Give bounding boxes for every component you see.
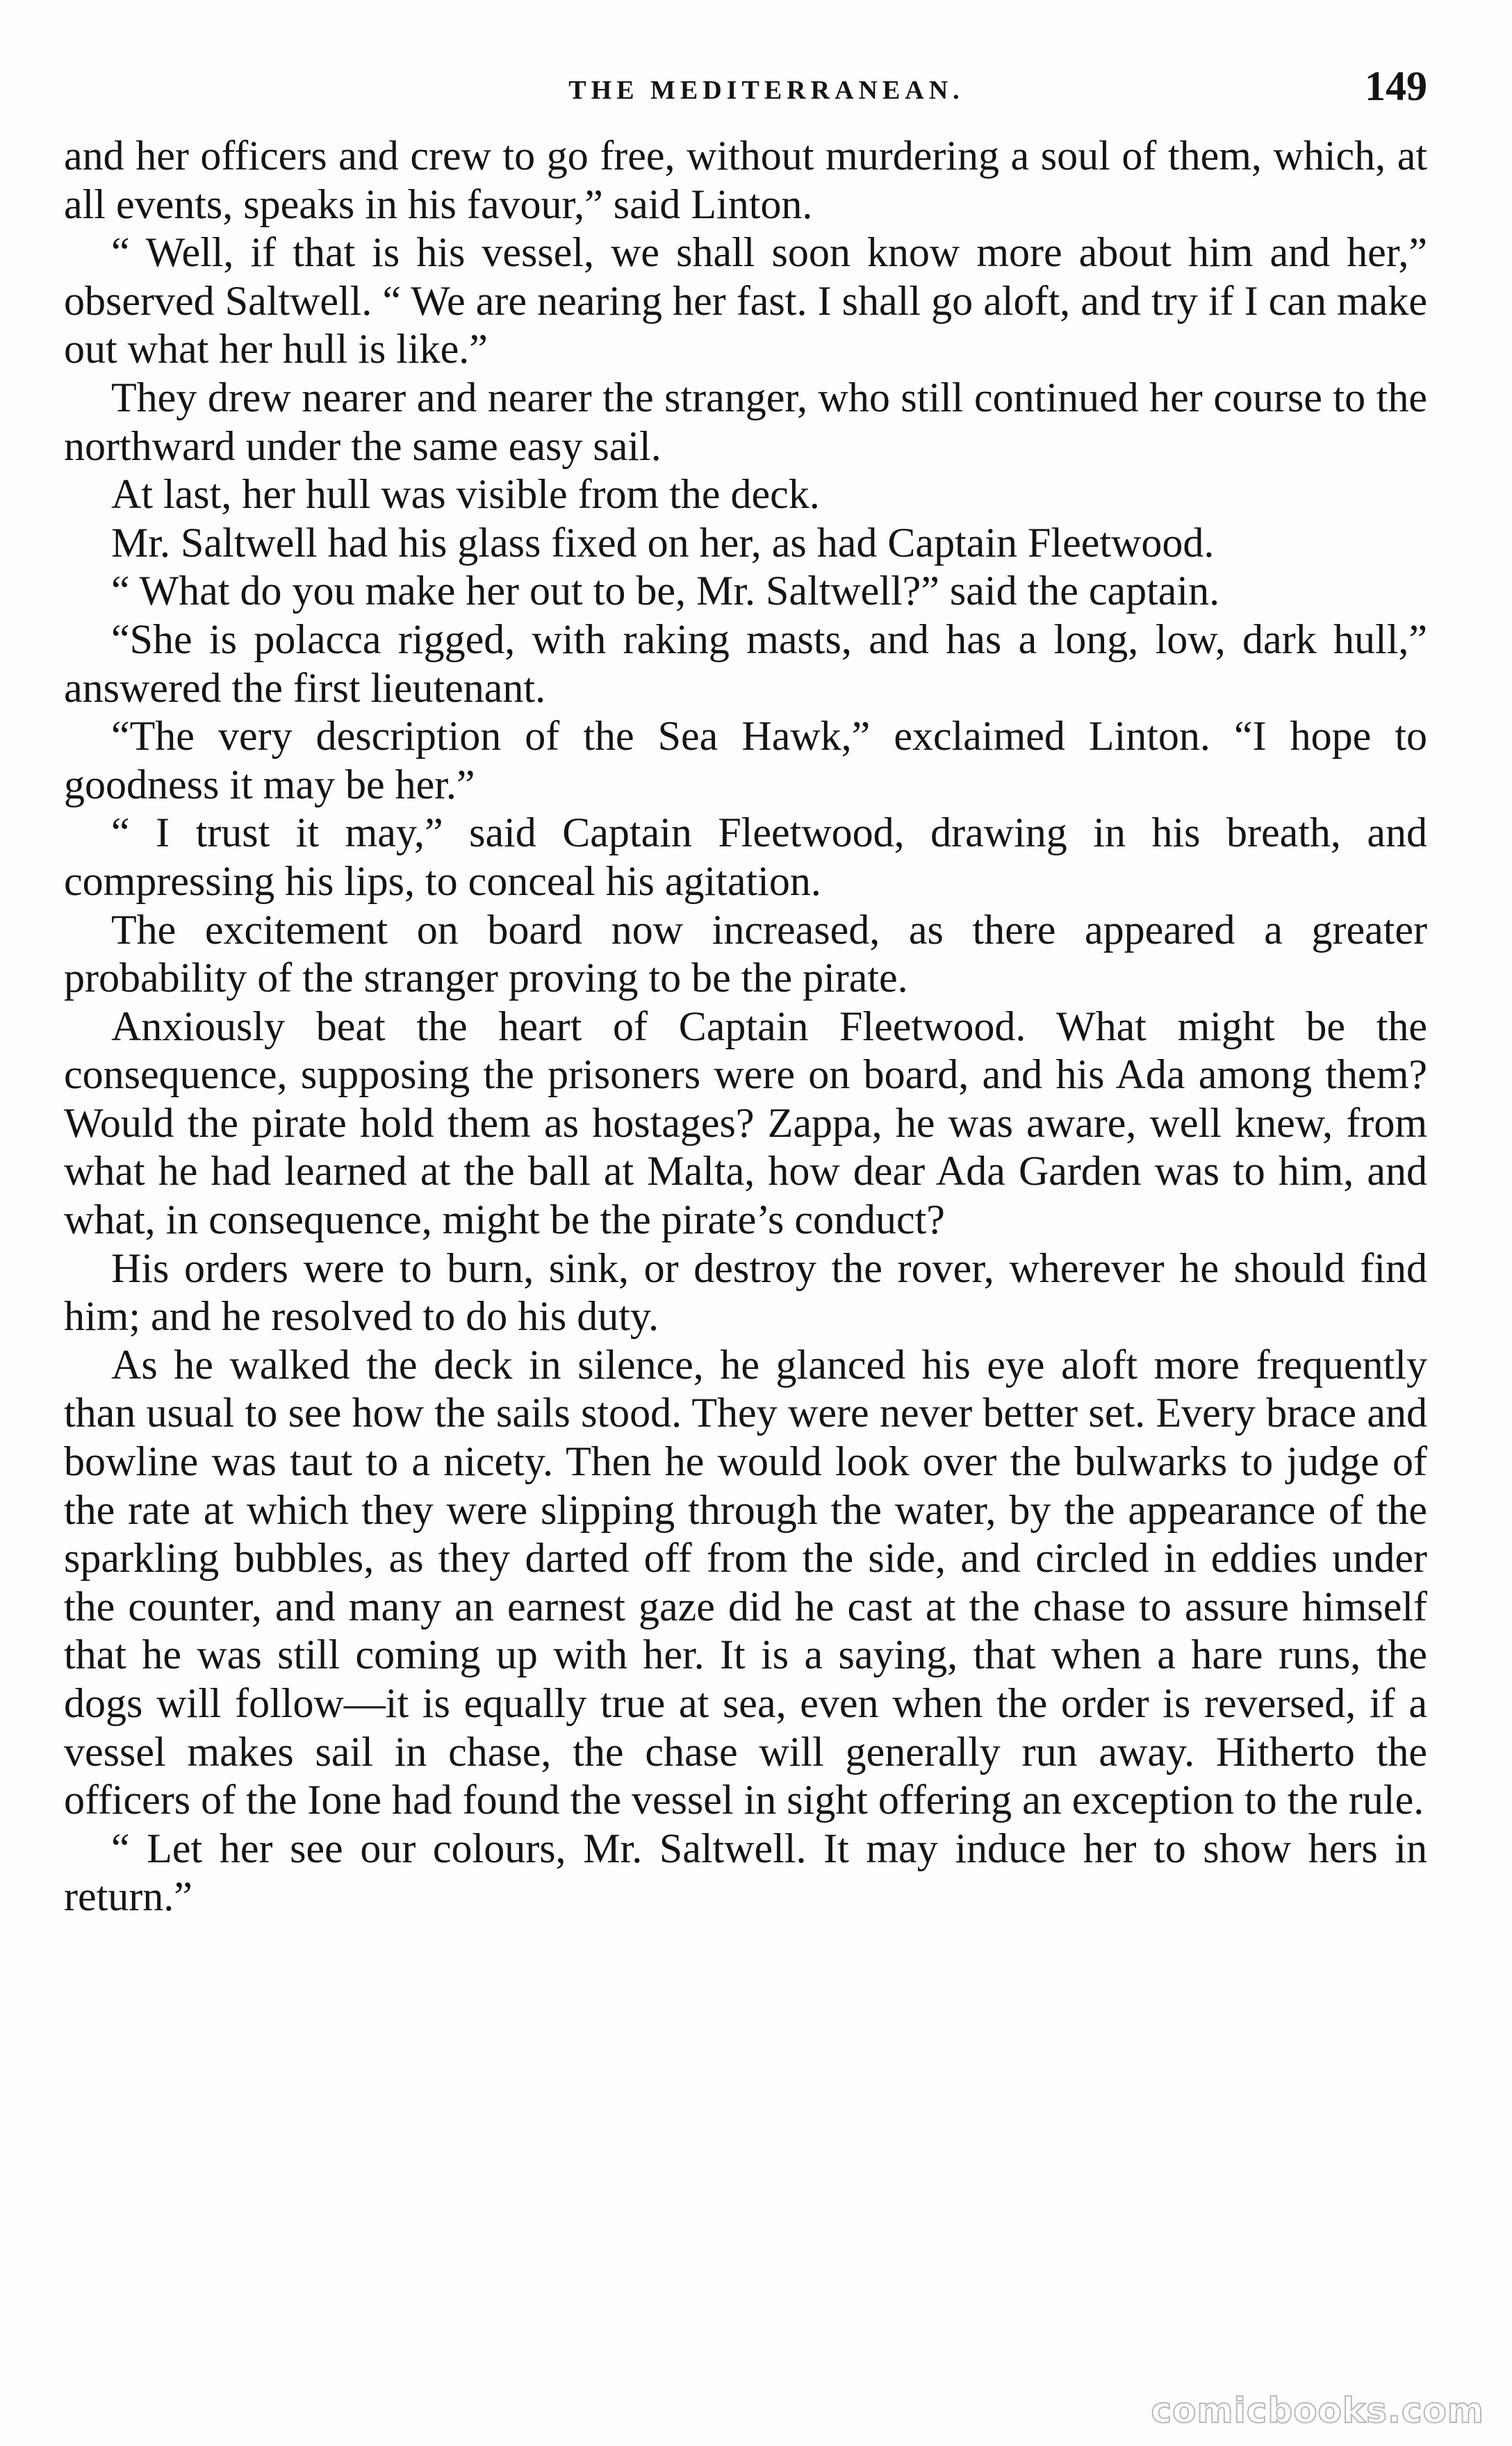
paragraph-5: Mr. Saltwell had his glass fixed on her, as had Captain Fleetwood. xyxy=(111,519,1215,566)
running-head: THE MEDITERRANEAN. xyxy=(568,76,964,105)
paragraph-4: At last, her hull was visible from the deck. xyxy=(111,471,820,518)
paragraph-1: and her officers and crew to go free, without murdering a soul of them, which, at all events, speaks in his favour,” said Linton. xyxy=(64,133,1427,227)
paragraph-3: They drew nearer and nearer the stranger, who still continued her course to the northward under the same easy sail. xyxy=(64,374,1427,469)
paragraph-2: “ Well, if that is his vessel, we shall soon know more about him and her,” observed Saltwell. “ We are nearing her fast. I shall go aloft, and try if I can make out what her hull is like.” xyxy=(64,229,1427,372)
paragraph-12: His orders were to burn, sink, or destroy the rover, wherever he should find him; and he resolved to do his duty. xyxy=(64,1245,1427,1340)
paragraph-11: Anxiously beat the heart of Captain Fleetwood. What might be the consequence, supposing the prisoners were on board, and his Ada among them? Would the pirate hold them as hostages? Zappa, he was aware, well knew, from what he had learned at the ball at Malta, how dear Ada Garden was to him, and what, in consequence, might be the pirate’s conduct? xyxy=(64,1003,1427,1243)
paragraph-6: “ What do you make her out to be, Mr. Saltwell?” said the captain. xyxy=(111,568,1220,614)
paragraph-13: As he walked the deck in silence, he glanced his eye aloft more frequently than usual to see how the sails stood. They were never better set. Every brace and bowline was taut to a nicety. Then he would look over the bulwarks to judge of the rate at which they were slipping through the water, by the appearance of the sparkling bubbles, as they darted off from the side, and circled in eddies under the counter, and many an earnest gaze did he cast at the chase to assure himself that he was still coming up with her. It is a saying, that when a hare runs, the dogs will follow—it is equally true at sea, even when the order is reversed, if a vessel makes sail in chase, the chase will generally run away. Hitherto the officers of the Ione had found the vessel in sight offering an exception to the rule. xyxy=(64,1341,1427,1823)
book-page xyxy=(64,63,1427,2383)
paragraph-14: “ Let her see our colours, Mr. Saltwell. It may induce her to show hers in return.” xyxy=(64,1825,1427,1920)
paragraph-8: “The very description of the Sea Hawk,” exclaimed Linton. “I hope to goodness it may be her.” xyxy=(64,713,1427,807)
paragraph-7: “She is polacca rigged, with raking masts, and has a long, low, dark hull,” answered the first lieutenant. xyxy=(64,616,1427,711)
paragraph-10: The excitement on board now increased, as there appeared a greater probability of the stranger proving to be the pirate. xyxy=(64,906,1427,1001)
page-header xyxy=(64,63,1427,132)
paragraph-9: “ I trust it may,” said Captain Fleetwood, drawing in his breath, and compressing his lips, to conceal his agitation. xyxy=(64,810,1427,904)
watermark-logo: comicbooks.com xyxy=(1151,2390,1484,2431)
page-number: 149 xyxy=(1365,63,1427,109)
body-text xyxy=(64,132,1427,1921)
